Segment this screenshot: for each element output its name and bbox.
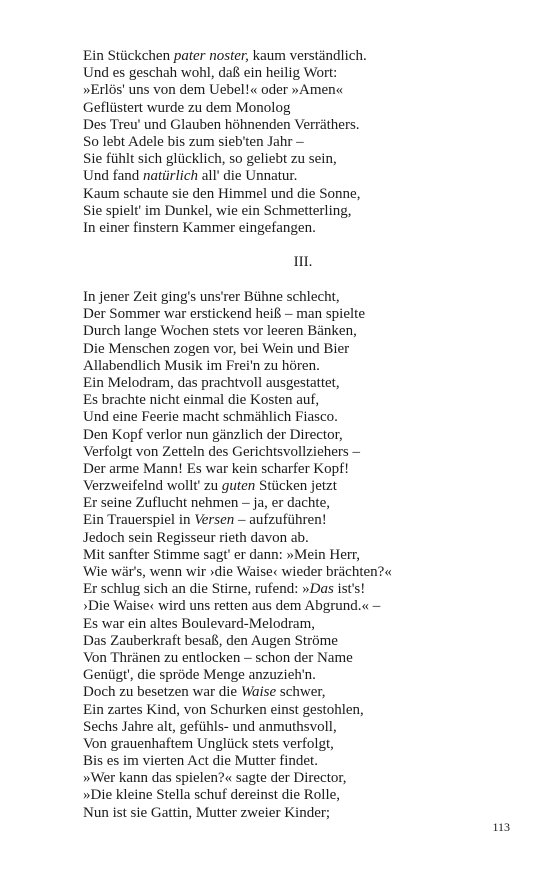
verse-line (83, 702, 523, 719)
verse-line (83, 581, 523, 598)
verse-line (83, 203, 523, 220)
verse-text: Und es geschah wohl, daß ein heilig Wort: (83, 65, 338, 82)
page-number: 113 (492, 820, 510, 834)
verse-text: schwer, (276, 684, 326, 701)
verse-text: Ein Melodram, das prachtvoll ausgestattet, (83, 374, 340, 391)
verse-text: Sie fühlt sich glücklich, so geliebt zu sein, (83, 151, 337, 168)
verse-text: »Wer kann das spielen?« sagte der Director, (83, 770, 347, 787)
verse-line (83, 392, 523, 409)
verse-text: Und eine Feerie macht schmählich Fiasco. (83, 409, 338, 426)
verse-line (83, 512, 523, 529)
verse-text: kaum verständlich. (248, 48, 367, 64)
stanza-1 (83, 48, 523, 237)
section-heading: III. (293, 253, 313, 270)
verse-text: ist's! (333, 581, 366, 598)
verse-text: – aufzuführen! (234, 512, 327, 529)
verse-line (83, 719, 523, 736)
verse-text: So lebt Adele bis zum sieb'ten Jahr – (83, 133, 304, 150)
verse-text: Wie wär's, wenn wir ›die Waise‹ wieder brächten?« (83, 564, 392, 581)
verse-text: Es war ein altes Boulevard-Melodram, (83, 615, 316, 632)
page-text (83, 48, 523, 822)
verse-line (83, 770, 523, 787)
verse-line (83, 151, 523, 168)
verse-line (83, 427, 523, 444)
verse-line (83, 289, 523, 306)
italic-text: natürlich (143, 168, 198, 185)
verse-text: Er schlug sich an die Stirne, rufend: » (83, 581, 310, 598)
verse-line (83, 444, 523, 461)
italic-text: Das (309, 581, 334, 598)
verse-line (83, 168, 523, 185)
verse-line (83, 650, 523, 667)
verse-line (83, 753, 523, 770)
verse-text: Er seine Zuflucht nehmen – ja, er dachte, (83, 495, 330, 512)
verse-text: Nun ist sie Gattin, Mutter zweier Kinder; (83, 804, 331, 821)
italic-text: Versen (194, 512, 235, 529)
italic-text: Waise (240, 684, 277, 701)
verse-text: »Die kleine Stella schuf dereinst die Rolle, (83, 787, 341, 804)
verse-line (83, 306, 523, 323)
verse-line (83, 564, 523, 581)
verse-text: Von Thränen zu entlocken – schon der Name (83, 649, 353, 666)
verse-text: Kaum schaute sie den Himmel und die Sonne, (83, 185, 361, 202)
verse-line (83, 461, 523, 478)
verse-text: Sechs Jahre alt, gefühls- und anmuthsvoll, (83, 718, 337, 735)
stanza-gap (83, 237, 523, 254)
stanza-gap (83, 271, 523, 289)
verse-line (83, 616, 523, 633)
verse-line (83, 787, 523, 804)
verse-text: Ein zartes Kind, von Schurken einst gestohlen, (83, 701, 364, 718)
verse-text: all' die Unnatur. (198, 168, 298, 185)
verse-text: Verfolgt von Zetteln des Gerichtsvollziehers – (83, 443, 361, 460)
verse-line (83, 186, 523, 203)
verse-line (83, 598, 523, 615)
verse-text: Bis es im vierten Act die Mutter findet. (83, 753, 318, 770)
verse-line (83, 736, 523, 753)
verse-text: In jener Zeit ging's uns'rer Bühne schlecht, (83, 289, 340, 306)
verse-text: Allabendlich Musik im Frei'n zu hören. (83, 357, 320, 374)
verse-text: Und fand (83, 168, 143, 185)
verse-text: Durch lange Wochen stets vor leeren Bänken, (83, 323, 357, 340)
verse-line (83, 375, 523, 392)
verse-text: ›Die Waise‹ wird uns retten aus dem Abgrund.« – (83, 598, 381, 615)
verse-line (83, 82, 523, 99)
verse-text: Verzweifelnd wollt' zu (83, 478, 222, 495)
verse-text: Mit sanfter Stimme sagt' er dann: »Mein Herr, (83, 546, 361, 563)
verse-line (83, 684, 523, 701)
verse-line (83, 805, 523, 822)
verse-line (83, 100, 523, 117)
verse-line (83, 220, 523, 237)
verse-line (83, 495, 523, 512)
verse-text: »Erlös' uns von dem Uebel!« oder »Amen« (83, 82, 344, 99)
verse-text: Jedoch sein Regisseur rieth davon ab. (83, 529, 309, 546)
verse-text: Ein Stückchen (83, 48, 174, 64)
italic-text: pater noster, (173, 48, 249, 64)
verse-line (83, 478, 523, 495)
verse-text: Die Menschen zogen vor, bei Wein und Bier (83, 340, 350, 357)
verse-line (83, 633, 523, 650)
verse-line (83, 134, 523, 151)
verse-text: Es brachte nicht einmal die Kosten auf, (83, 392, 320, 409)
verse-text: Sie spielt' im Dunkel, wie ein Schmetterling, (83, 202, 352, 219)
verse-text: Der Sommer war erstickend heiß – man spielte (83, 306, 365, 323)
verse-line (83, 547, 523, 564)
verse-line (83, 409, 523, 426)
verse-text: Ein Trauerspiel in (83, 512, 195, 529)
verse-line (83, 667, 523, 684)
verse-line (83, 530, 523, 547)
verse-text: Genügt', die spröde Menge anzuzieh'n. (83, 667, 316, 684)
verse-text: In einer finstern Kammer eingefangen. (83, 219, 316, 236)
verse-line (83, 341, 523, 358)
verse-text: Stücken jetzt (255, 478, 337, 495)
verse-line (83, 117, 523, 134)
stanza-2 (83, 289, 523, 822)
verse-text: Das Zauberkraft besaß, den Augen Ströme (83, 632, 338, 649)
italic-text: guten (221, 478, 256, 495)
verse-line (83, 323, 523, 340)
verse-text: Des Treu' und Glauben höhnenden Verräthers. (83, 116, 360, 133)
verse-line (83, 48, 523, 65)
verse-text: Von grauenhaftem Unglück stets verfolgt, (83, 735, 334, 752)
verse-text: Geflüstert wurde zu dem Monolog (83, 99, 291, 116)
verse-line (83, 65, 523, 82)
verse-text: Den Kopf verlor nun gänzlich der Director, (83, 426, 343, 443)
verse-line (83, 358, 523, 375)
verse-text: Doch zu besetzen war die (83, 684, 241, 701)
verse-text: Der arme Mann! Es war kein scharfer Kopf! (83, 460, 350, 477)
